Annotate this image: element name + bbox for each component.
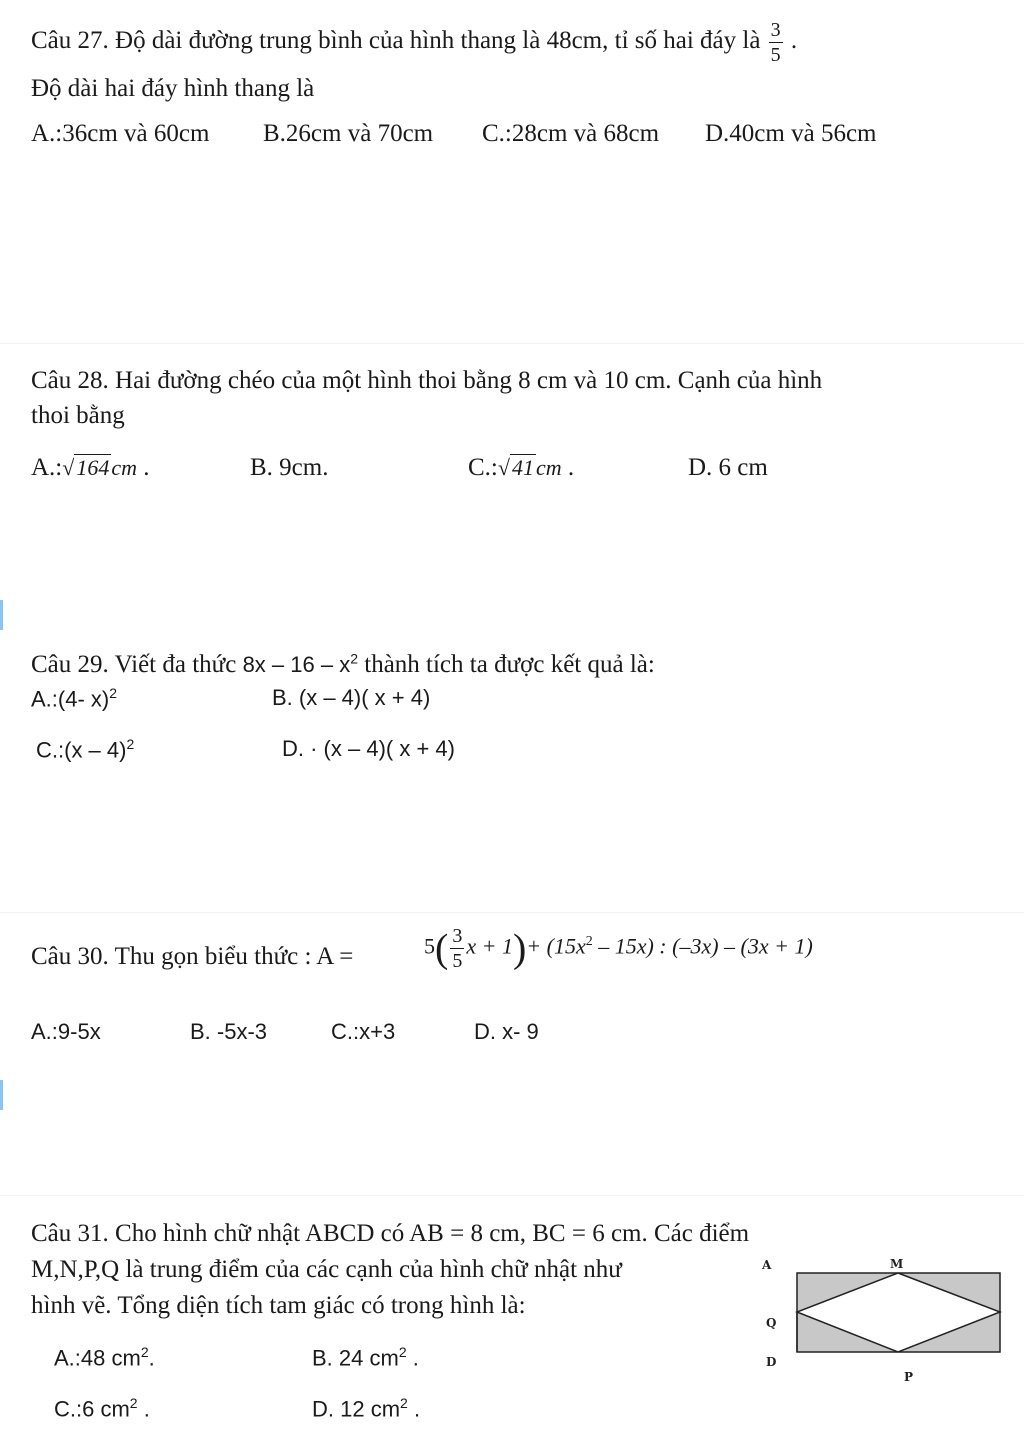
exponent: 2 (109, 685, 118, 701)
q30-option-d: D. x- 9 (474, 1019, 539, 1044)
fraction-denominator: 5 (770, 44, 781, 66)
question-29-text-end: thành tích ta được kết quả là: (364, 651, 655, 678)
question-28-stem: Câu 28. Hai đường chéo của một hình thoi bằng 8 cm và 10 cm. Cạnh của hình (31, 367, 823, 394)
option-period: . (148, 1345, 155, 1371)
margin-mark (0, 600, 3, 630)
question-31-stem-line2: M,N,P,Q là trung điểm của các cạnh của hình chữ nhật như (31, 1256, 622, 1283)
option-text: C.:(x – 4) (36, 737, 127, 763)
option-text: A.:48 cm (54, 1345, 141, 1371)
q27-option-d: D.40cm và 56cm (705, 120, 877, 147)
q28-option-c (468, 454, 574, 482)
question-29-stem (31, 651, 655, 679)
q27-option-b: B.26cm và 70cm (263, 120, 434, 147)
q27-option-c: C.:28cm và 68cm (482, 120, 660, 147)
section-separator (0, 343, 1024, 344)
section-separator (0, 1195, 1024, 1196)
question-27-stem-line2: Độ dài hai đáy hình thang là (31, 75, 315, 102)
q29-option-a (31, 686, 117, 712)
question-30-stem: Câu 30. Thu gọn biểu thức : A = (31, 943, 354, 970)
radicand: 41 (511, 455, 534, 480)
label-p: P (904, 1370, 914, 1384)
margin-mark (0, 1080, 3, 1110)
q31-option-b (312, 1345, 419, 1371)
sqrt-expression: √41cm (497, 455, 562, 480)
q29-option-c (36, 737, 134, 763)
q29-option-d: D. · (x – 4)( x + 4) (282, 736, 455, 761)
option-text: A.:(4- x) (31, 686, 110, 712)
q30-expression (424, 926, 813, 971)
coefficient: 5 (424, 933, 435, 959)
option-period: . (406, 1345, 419, 1371)
right-paren: ) (512, 925, 527, 971)
exponent: 2 (350, 650, 358, 667)
exponent: 2 (398, 1344, 407, 1360)
option-period: . (143, 454, 150, 481)
polynomial-body: 8x – 16 – x (242, 652, 351, 677)
exponent: 2 (585, 934, 593, 950)
q30-option-b: B. -5x-3 (190, 1019, 268, 1044)
q28-option-b: B. 9cm. (250, 454, 329, 481)
unit: cm (535, 455, 562, 480)
q28-option-d: D. 6 cm (688, 454, 768, 481)
section-separator (0, 912, 1024, 913)
fraction-numerator: 3 (452, 925, 463, 947)
stem-period: . (790, 27, 798, 55)
q31-option-d (312, 1396, 420, 1422)
option-text: C.:6 cm (54, 1396, 130, 1422)
label-a: A (762, 1258, 772, 1272)
fraction-numerator: 3 (770, 19, 781, 41)
expression-fraction (450, 926, 464, 971)
polynomial (243, 652, 358, 677)
q29-option-b: B. (x – 4)( x + 4) (272, 685, 431, 710)
inner-term: x + 1 (466, 933, 513, 959)
label-q: Q (766, 1316, 777, 1330)
q30-option-c: C.:x+3 (331, 1019, 396, 1044)
exponent: 2 (129, 1395, 138, 1411)
question-27-text: Câu 27. Độ dài đường trung bình của hình thang là 48cm, tỉ số hai đáy là (31, 27, 761, 55)
option-period: . (137, 1396, 150, 1422)
option-text: B. 24 cm (312, 1345, 399, 1371)
question-27-stem (31, 20, 797, 65)
exponent: 2 (400, 1395, 408, 1411)
option-label: C.: (468, 454, 498, 481)
option-text: D. 12 cm (312, 1396, 401, 1422)
question-28-stem-line2: thoi bằng (31, 402, 125, 429)
radicand: 164 (76, 455, 110, 480)
unit: cm (111, 455, 137, 480)
question-31-stem-line3: hình vẽ. Tổng diện tích tam giác có trong hình là: (31, 1292, 526, 1319)
expression-term-end: – 15x) : (–3x) – (3x + 1) (592, 933, 813, 959)
label-d: D (766, 1355, 777, 1369)
option-period: . (407, 1396, 421, 1422)
exponent: 2 (140, 1344, 149, 1360)
left-paren: ( (435, 925, 449, 971)
exponent: 2 (126, 736, 135, 752)
sqrt-expression: √164cm (62, 455, 137, 480)
option-label: A.: (31, 454, 63, 481)
q31-option-c (54, 1396, 150, 1422)
q31-option-a (54, 1345, 155, 1371)
q30-option-a: A.:9-5x (31, 1019, 101, 1044)
question-29-text: Câu 29. Viết đa thức (31, 651, 237, 678)
q28-option-a (31, 454, 149, 482)
q27-option-a: A.:36cm và 60cm (31, 120, 210, 147)
rectangle-figure (760, 1255, 1022, 1385)
ratio-fraction (769, 20, 783, 65)
question-31-stem: Câu 31. Cho hình chữ nhật ABCD có AB = 8 cm, BC = 6 cm. Các điểm (31, 1220, 750, 1247)
expression-term: + (15x (526, 933, 586, 959)
fraction-denominator: 5 (452, 950, 463, 972)
label-m: M (890, 1257, 904, 1271)
option-period: . (567, 454, 575, 481)
